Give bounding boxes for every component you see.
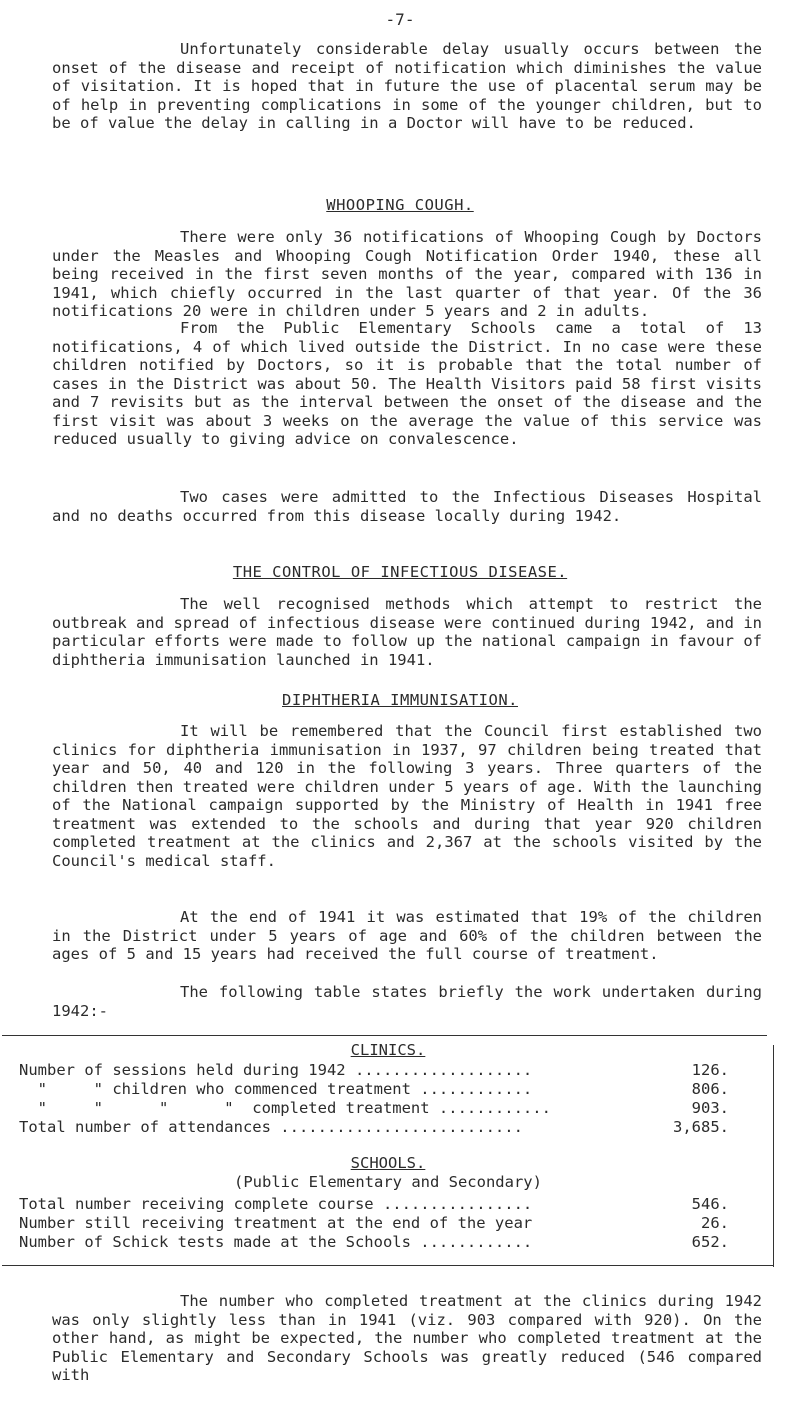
table-bottom-rule [2, 1265, 774, 1266]
row-value: 126. [691, 1061, 729, 1079]
row-value: 903. [691, 1099, 729, 1117]
row-label: Number still receiving treatment at the end of the year [19, 1214, 533, 1232]
row-label: Number of Schick tests made at the Schools ............ [19, 1233, 533, 1251]
diphtheria-heading: DIPHTHERIA IMMUNISATION. [282, 691, 518, 709]
whooping-cough-paragraph-2: From the Public Elementary Schools came a total of 13 notifications, 4 of which lived outside the District. In no case were these children notified by Doctors, so it is probable that the total number of cases in the District was about 50. The Health Visitors paid 58 first visits and 7 revisits but as the interval between the onset of the disease and the first visit was about 3 weeks on the average the value of this service was reduced usually to giving advice on convalescence. [52, 319, 762, 448]
diphtheria-paragraph-2: At the end of 1941 it was estimated that 19% of the children in the District under 5 years of age and 60% of the children between the ages of 5 and 15 years had received the full course of treatment. [52, 908, 762, 963]
row-value: 3,685. [673, 1118, 729, 1136]
intro-paragraph: Unfortunately considerable delay usually occurs between the onset of the disease and receipt of notification which diminishes the value of visitation. It is hoped that in future the use of placental serum may be of help in preventing complications in some of the younger children, but to be of value the delay in calling in a Doctor will have to be reduced. [52, 40, 762, 132]
diphtheria-paragraph-3: The following table states briefly the work undertaken during 1942:- [52, 983, 762, 1020]
row-label: Total number receiving complete course ................ [19, 1195, 533, 1213]
immunisation-table [2, 1035, 774, 1268]
row-value: 546. [691, 1195, 729, 1213]
row-label: Number of sessions held during 1942 ................... [19, 1061, 533, 1079]
row-label: Total number of attendances .......................... [19, 1118, 523, 1136]
control-paragraph: The well recognised methods which attempt to restrict the outbreak and spread of infectious disease were continued during 1942, and in particular efforts were made to follow up the national campaign in favour of diphtheria immunisation launched in 1941. [52, 595, 762, 669]
row-label: " " " " completed treatment ............ [19, 1099, 551, 1117]
row-label: " " children who commenced treatment ............ [19, 1080, 533, 1098]
table-top-rule [2, 1035, 767, 1036]
control-heading: THE CONTROL OF INFECTIOUS DISEASE. [232, 563, 568, 581]
row-value: 652. [691, 1233, 729, 1251]
closing-paragraph: The number who completed treatment at the clinics during 1942 was only slightly less than in 1941 (viz. 903 compared with 920). On the other hand, as might be expected, the number who completed treatment at the Public Elementary and Secondary Schools was greatly reduced (546 compared with [52, 1292, 762, 1384]
schools-heading: SCHOOLS. [350, 1154, 426, 1172]
whooping-cough-heading: WHOOPING COUGH. [326, 196, 474, 214]
row-value: 806. [691, 1080, 729, 1098]
row-value: 26. [701, 1214, 729, 1232]
clinics-heading: CLINICS. [350, 1041, 426, 1059]
diphtheria-paragraph-1: It will be remembered that the Council first established two clinics for diphtheria immunisation in 1937, 97 children being treated that year and 50, 40 and 120 in the following 3 years. Three quarters of the children then treated were children under 5 years of age. With the launching of the National campaign supported by the Ministry of Health in 1941 free treatment was extended to the schools and during that year 920 children completed treatment at the clinics and 2,367 at the schools visited by the Council's medical staff. [52, 722, 762, 870]
schools-subheading: (Public Elementary and Secondary) [234, 1173, 542, 1191]
page-number: -7- [385, 10, 415, 29]
whooping-cough-paragraph-1: There were only 36 notifications of Whooping Cough by Doctors under the Measles and Whooping Cough Notification Order 1940, these all being received in the first seven months of the year, compared with 136 in 1941, which chiefly occurred in the last quarter of that year. Of the 36 notifications 20 were in children under 5 years and 2 in adults. [52, 228, 762, 320]
whooping-cough-paragraph-3: Two cases were admitted to the Infectious Diseases Hospital and no deaths occurred from this disease locally during 1942. [52, 488, 762, 525]
